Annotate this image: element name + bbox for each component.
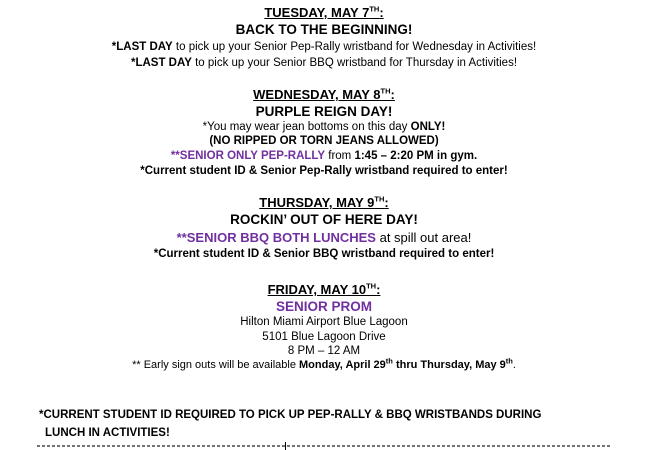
friday-address: 5101 Blue Lagoon Drive xyxy=(262,331,386,343)
wednesday-note-2: (NO RIPPED OR TORN JEANS ALLOWED) xyxy=(209,135,439,147)
thursday-bbq: **SENIOR BBQ BOTH LUNCHES at spill out area! xyxy=(176,230,472,245)
tuesday-theme: BACK TO THE BEGINNING! xyxy=(235,22,413,37)
footer-line-1: *CURRENT STUDENT ID REQUIRED TO PICK UP PEP-RALLY & BBQ WRISTBANDS DURING xyxy=(39,409,542,421)
wednesday-note-4: *Current student ID & Senior Pep-Rally wristband required to enter! xyxy=(140,165,508,177)
cut-off-line xyxy=(37,442,612,450)
wednesday-theme: PURPLE REIGN DAY! xyxy=(255,104,393,119)
wednesday-pep-rally: **SENIOR ONLY PEP-RALLY from 1:45 – 2:20 PM in gym. xyxy=(170,150,478,162)
tuesday-note-2: *LAST DAY to pick up your Senior BBQ wristband for Thursday in Activities! xyxy=(130,57,518,69)
thursday-heading: THURSDAY, MAY 9TH: xyxy=(259,194,389,210)
footer-line-2: LUNCH IN ACTIVITIES! xyxy=(45,427,170,439)
tuesday-heading: TUESDAY, MAY 7TH: xyxy=(264,4,384,20)
friday-heading: FRIDAY, MAY 10TH: xyxy=(267,281,381,297)
friday-venue: Hilton Miami Airport Blue Lagoon xyxy=(240,316,408,328)
wednesday-heading: WEDNESDAY, MAY 8TH: xyxy=(253,86,395,102)
friday-theme: SENIOR PROM xyxy=(275,299,372,314)
thursday-theme: ROCKIN’ OUT OF HERE DAY! xyxy=(230,212,418,227)
thursday-note-2: *Current student ID & Senior BBQ wristband required to enter! xyxy=(153,248,495,260)
friday-time: 8 PM – 12 AM xyxy=(287,345,361,357)
tuesday-note-1: *LAST DAY to pick up your Senior Pep-Rally wristband for Wednesday in Activities! xyxy=(111,41,537,53)
wednesday-note-1: *You may wear jean bottoms on this day ONLY! xyxy=(202,121,446,133)
friday-sign-outs: ** Early sign outs will be available Monday, April 29th thru Thursday, May 9th. xyxy=(132,356,516,371)
